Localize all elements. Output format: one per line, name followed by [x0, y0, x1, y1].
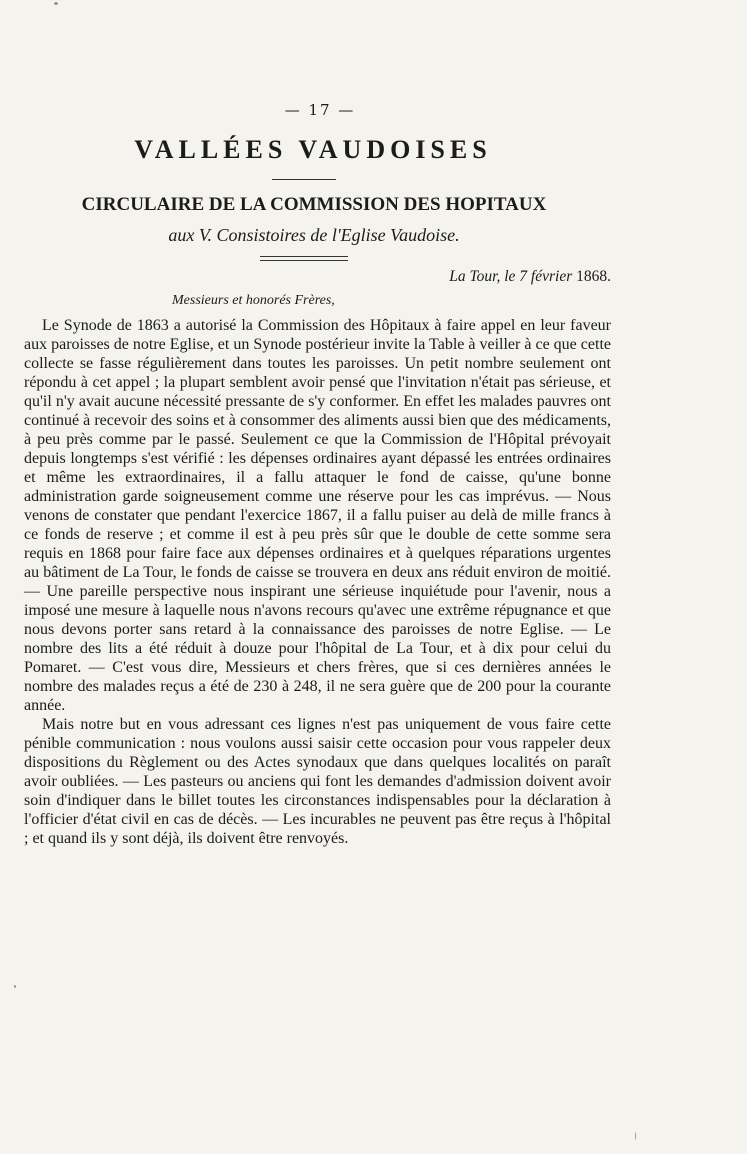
print-speck: [635, 1132, 636, 1140]
paragraph: Mais notre but en vous adressant ces lignes n'est pas uniquement de vous faire cette pénible communication : nous voulons aussi saisir cette occasion pour vous rappeler deux dispositions du Règlement ou des Actes synodaux que dans quelques localités on paraît avoir oubliées. — Les pasteurs ou anciens qui font les demandes d'admission doivent avoir soin d'indiquer dans le billet toutes les circonstances indispensables pour la déclaration à l'officier d'état civil en cas de décès. — Les incurables ne peuvent pas être reçus à l'hôpital ; et quand ils y sont déjà, ils doivent être renvoyés.: [24, 716, 611, 847]
article-subheadline: aux V. Consistoires de l'Eglise Vaudoise.: [168, 225, 460, 245]
dateline: [449, 268, 611, 286]
title-divider: [272, 179, 336, 180]
article-body: [24, 316, 611, 848]
dateline-place: La Tour, le 7 février: [449, 268, 573, 285]
salutation: Messieurs et honorés Frères,: [172, 293, 335, 308]
headline-divider: [260, 256, 348, 261]
print-speck: [14, 985, 16, 988]
journal-title: VALLÉES VAUDOISES: [134, 135, 492, 164]
dateline-year: 1868.: [576, 268, 611, 285]
print-speck: [54, 2, 58, 5]
paragraph: Le Synode de 1863 a autorisé la Commission des Hôpitaux à faire appel en leur faveur aux paroisses de notre Eglise, et un Synode postérieur invite la Table à veiller à ce que cette collecte se fasse régulièrement dans toutes les paroisses. Un petit nombre seulement ont répondu à cet appel ; la plupart semblent avoir pensé que l'invitation n'était pas sérieuse, et qu'il n'y avait aucune nécessité pressante de s'y conformer. En effet les malades pauvres ont continué à recevoir des soins et à consommer des aliments aussi bien que des médicaments, à peu près comme par le passé. Seulement ce que la Commission de l'Hôpital prévoyait depuis longtemps s'est vérifié : les dépenses ordinaires ayant dépassé les entrées ordinaires et même les extraordinaires, il a fallu attaquer le fond de caisse, qu'une bonne administration garde soigneusement comme une réserve pour les cas imprévus. — Nous venons de constater que pendant l'exercice 1867, il a fallu puiser au delà de mille francs à ce fonds de reserve ; et comme il est à peu près sûr que le double de cette somme sera requis en 1868 pour faire face aux dépenses ordinaires et à quelques réparations urgentes au bâtiment de La Tour, le fonds de caisse se trouvera en deux ans réduit environ de moitié. — Une pareille perspective nous inspirant une sérieuse inquiétude pour l'avenir, nous a imposé une mesure à laquelle nous n'avons recours qu'avec une extrême répugnance et que nous devons porter sans retard à la connaissance des paroisses de notre Eglise. — Le nombre des lits a été réduit à douze pour l'hôpital de La Tour, et à dix pour celui du Pomaret. — C'est vous dire, Messieurs et chers frères, que si ces dernières années le nombre des malades reçus a été de 230 à 248, il ne sera guère que de 200 pour la courante année.: [24, 317, 611, 714]
page-number: — 17 —: [284, 101, 356, 119]
article-headline: CIRCULAIRE DE LA COMMISSION DES HOPITAUX: [81, 194, 547, 215]
